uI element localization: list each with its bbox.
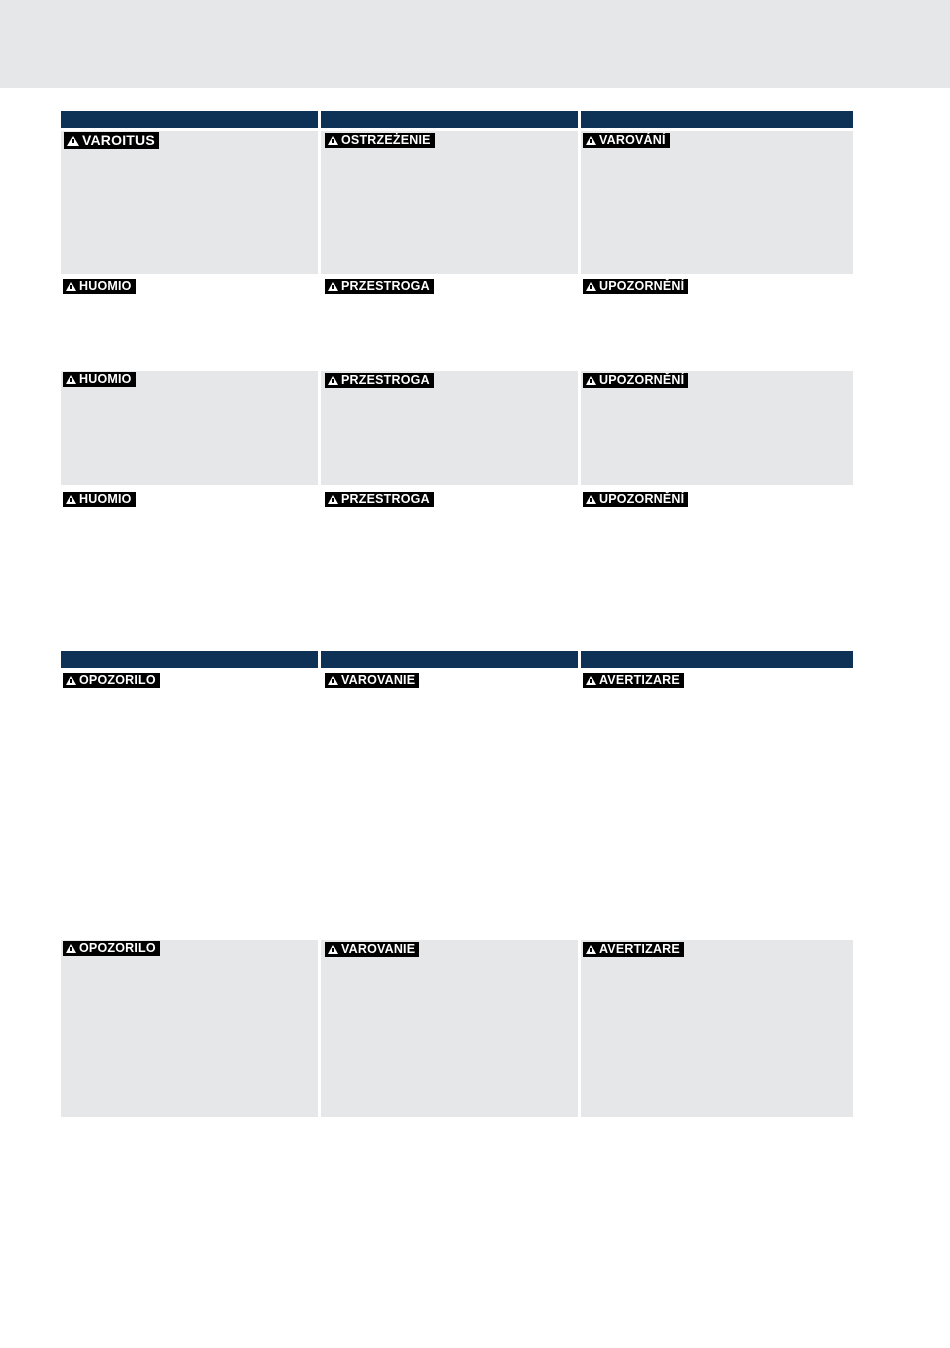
warning-triangle-icon bbox=[586, 676, 596, 685]
warning-triangle-icon bbox=[328, 282, 338, 291]
status-badge-opozorilo-2: OPOZORILO bbox=[63, 941, 160, 956]
page-top-banner bbox=[0, 0, 950, 88]
status-badge-opozorilo-1: OPOZORILO bbox=[63, 673, 160, 688]
warning-triangle-icon bbox=[328, 136, 338, 145]
table1-row1-cell1 bbox=[61, 131, 318, 274]
status-badge-przestroga-2: PRZESTROGA bbox=[325, 373, 434, 388]
status-badge-przestroga-1: PRZESTROGA bbox=[325, 279, 434, 294]
warning-triangle-icon bbox=[586, 376, 596, 385]
table1-header-cell-1 bbox=[61, 111, 318, 128]
table1-row3-cell1 bbox=[61, 371, 318, 485]
warning-triangle-icon bbox=[586, 136, 596, 145]
warning-triangle-icon bbox=[328, 495, 338, 504]
status-badge-varovanie-2: VAROVANIE bbox=[325, 942, 419, 957]
status-badge-upozorneni-2: UPOZORNĚNÍ bbox=[583, 373, 688, 388]
table2-header-cell-2 bbox=[321, 651, 578, 668]
status-badge-avertizare-1: AVERTIZARE bbox=[583, 673, 684, 688]
status-badge-huomio-2: HUOMIO bbox=[63, 372, 136, 387]
status-badge-przestroga-3: PRZESTROGA bbox=[325, 492, 434, 507]
warning-triangle-icon bbox=[66, 944, 76, 953]
warning-triangle-icon bbox=[586, 945, 596, 954]
warning-triangle-icon bbox=[586, 495, 596, 504]
warning-triangle-icon bbox=[66, 676, 76, 685]
table2-header-cell-3 bbox=[581, 651, 853, 668]
table1-row3-cell3 bbox=[581, 371, 853, 485]
status-badge-varoitus: VAROITUS bbox=[64, 132, 159, 149]
table2-row2-cell1 bbox=[61, 940, 318, 1117]
table2-header-cell-1 bbox=[61, 651, 318, 668]
warning-triangle-icon bbox=[66, 495, 76, 504]
status-badge-ostrzezenie: OSTRZEŻENIE bbox=[325, 133, 435, 148]
warning-triangle-icon bbox=[328, 676, 338, 685]
status-badge-upozorneni-1: UPOZORNĚNÍ bbox=[583, 279, 688, 294]
table1-row3-cell2 bbox=[321, 371, 578, 485]
status-badge-avertizare-2: AVERTIZARE bbox=[583, 942, 684, 957]
status-badge-varovani: VAROVÁNÍ bbox=[583, 133, 670, 148]
warning-triangle-icon bbox=[586, 282, 596, 291]
status-badge-huomio-1: HUOMIO bbox=[63, 279, 136, 294]
table1-row1-cell2 bbox=[321, 131, 578, 274]
table2-row2-cell2 bbox=[321, 940, 578, 1117]
warning-triangle-icon bbox=[328, 945, 338, 954]
table1-header-cell-3 bbox=[581, 111, 853, 128]
status-badge-huomio-3: HUOMIO bbox=[63, 492, 136, 507]
warning-triangle-icon bbox=[328, 376, 338, 385]
status-badge-varovanie-1: VAROVANIE bbox=[325, 673, 419, 688]
warning-triangle-icon bbox=[66, 282, 76, 291]
table1-header-cell-2 bbox=[321, 111, 578, 128]
warning-triangle-icon bbox=[67, 136, 79, 146]
table2-row2-cell3 bbox=[581, 940, 853, 1117]
status-badge-upozorneni-3: UPOZORNĚNÍ bbox=[583, 492, 688, 507]
table1-row1-cell3 bbox=[581, 131, 853, 274]
warning-triangle-icon bbox=[66, 375, 76, 384]
